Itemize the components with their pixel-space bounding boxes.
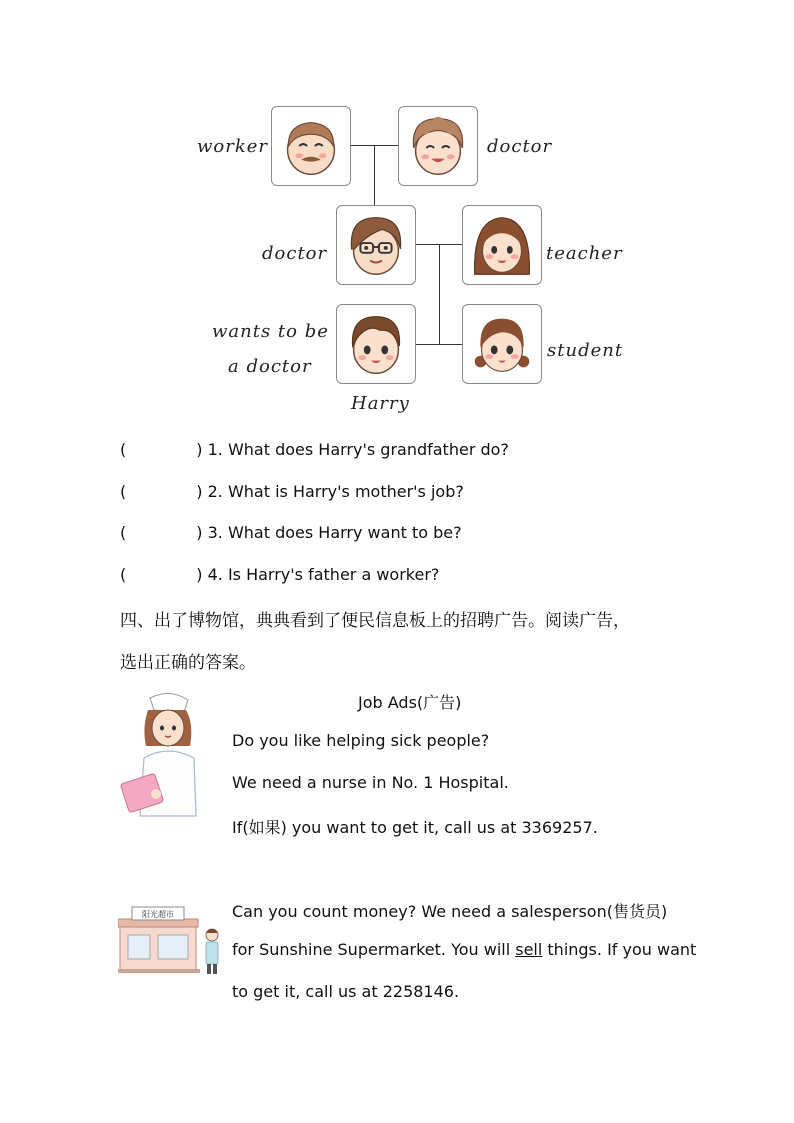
harry-wish-line1: wants to be: [212, 321, 329, 342]
answer-blank-2[interactable]: ( ): [120, 482, 203, 501]
nurse-illustration: [120, 688, 210, 818]
harry-avatar: [336, 304, 416, 384]
mother-job-label: teacher: [546, 243, 623, 264]
grandfather-job-label: worker: [197, 136, 269, 157]
father-avatar: [336, 205, 416, 285]
sales-ad-line2-part2: things. If you want: [542, 940, 697, 959]
nurse-ad-line3: If(如果) you want to get it, call us at 3369257.: [232, 818, 598, 837]
harry-wish-line2: a doctor: [228, 356, 312, 377]
question-4: [120, 565, 439, 584]
question-1: [120, 440, 509, 459]
nurse-ad-line1: Do you like helping sick people?: [232, 731, 490, 750]
shop-sign-text: 阳光超市: [142, 910, 174, 919]
nurse-ad-line2: We need a nurse in No. 1 Hospital.: [232, 773, 509, 792]
ads-title: Job Ads(广告): [358, 693, 462, 712]
tree-line-down-to-children: [439, 244, 440, 344]
question-2: [120, 482, 464, 501]
sister-job-label: student: [547, 340, 624, 361]
question-3-text: 3. What does Harry want to be?: [207, 523, 462, 542]
tree-line-children: [416, 344, 462, 345]
question-3: [120, 523, 462, 542]
sales-ad-line1: Can you count money? We need a salesperson(售货员): [232, 902, 668, 921]
sales-ad-line3: to get it, call us at 2258146.: [232, 982, 460, 1001]
answer-blank-1[interactable]: ( ): [120, 440, 203, 459]
question-4-text: 4. Is Harry's father a worker?: [207, 565, 440, 584]
harry-name-label: Harry: [351, 393, 410, 414]
question-1-text: 1. What does Harry's grandfather do?: [207, 440, 509, 459]
section-4-instruction-line1: 四、出了博物馆，典典看到了便民信息板上的招聘广告。阅读广告，: [120, 611, 630, 631]
sales-ad-line2-part1: for Sunshine Supermarket. You will: [232, 940, 516, 959]
supermarket-illustration: [118, 905, 228, 977]
sister-avatar: [462, 304, 542, 384]
grandmother-job-label: doctor: [487, 136, 553, 157]
father-job-label: doctor: [262, 243, 328, 264]
sales-ad-line2: [232, 940, 696, 959]
mother-avatar: [462, 205, 542, 285]
grandfather-avatar: [271, 106, 351, 186]
tree-line-down-to-father: [374, 145, 375, 205]
section-4-instruction-line2: 选出正确的答案。: [120, 653, 256, 673]
answer-blank-3[interactable]: ( ): [120, 523, 203, 542]
underlined-word-sell: sell: [515, 940, 543, 959]
answer-blank-4[interactable]: ( ): [120, 565, 203, 584]
question-2-text: 2. What is Harry's mother's job?: [207, 482, 464, 501]
grandmother-avatar: [398, 106, 478, 186]
